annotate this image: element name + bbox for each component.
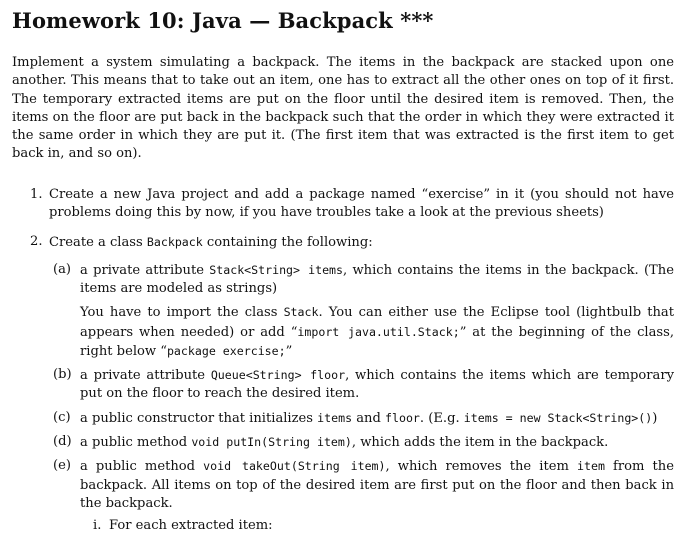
code-snippet: Stack<String> items (209, 262, 344, 277)
task-item-1 (12, 186, 674, 223)
code-snippet: void putIn(String item) (191, 435, 352, 450)
subtask-text: a public constructor that initializes items and floor. (E.g. items = new Stack<String>()) (80, 410, 658, 426)
code-snippet: void takeOut(String item) (203, 459, 386, 474)
subtask-text: a public method void putIn(String item), which adds the item in the backpack. (80, 435, 609, 451)
task-text: Create a class Backpack containing the following: (49, 235, 373, 251)
subtask-label: (a) (53, 261, 72, 277)
subtask-text: a public method void takeOut(String item), which removes the item item from the backpack. All items on top of the desired item are first put on the floor and then back in the backpack. (80, 459, 674, 511)
subtask-text: a private attribute Stack<String> items, which contains the items in the backpack. (The items are modeled as strings) (80, 262, 674, 296)
task-text: Create a new Java project and add a package named “exercise” in it (you should not have problems doing this by now, if you have troubles take a look at the previous sheets) (49, 186, 674, 221)
subtask-label: (e) (53, 458, 71, 474)
code-snippet: items (317, 410, 353, 425)
code-snippet: items = new Stack<String>() (463, 410, 653, 425)
task-item-2 (12, 233, 674, 535)
task-number: 2. (30, 234, 43, 250)
subtask-label: (b) (53, 367, 72, 383)
nested-step-i (80, 517, 674, 535)
subtask-b (49, 366, 674, 404)
subtask-e (49, 457, 674, 535)
code-snippet: package exercise; (166, 343, 286, 358)
task-number: 1. (30, 186, 43, 202)
intro-paragraph: Implement a system simulating a backpack. The items in the backpack are stacked upon one another. This means that to take out an item, one has to extract all the other ones on top of it first. The temporary extracted items are put on the floor until the desired item is removed. Then, the items on the floor are put back in the backpack such that the order in which they were extracted it the same order in which they are put it. (The first item that was extracted is the first item to get back in, and so on). (12, 55, 674, 162)
subtask-d (49, 433, 674, 452)
subtask-c (49, 409, 674, 428)
nested-step-list (80, 517, 674, 535)
code-snippet: Queue<String> floor (210, 368, 346, 383)
nested-step-text: For each extracted item: (109, 518, 273, 534)
code-snippet: floor (385, 410, 420, 425)
subtask-label: (d) (53, 434, 72, 450)
page-title: Homework 10: Java — Backpack *** (12, 8, 434, 33)
subtask-label: (c) (53, 409, 71, 425)
code-snippet: item (577, 459, 605, 474)
task-list (12, 186, 674, 536)
code-class-name: Backpack (146, 235, 203, 250)
code-snippet: import java.util.Stack; (297, 324, 460, 339)
code-snippet: Stack (283, 305, 319, 320)
subtask-a (49, 261, 674, 361)
nested-step-label: i. (93, 518, 102, 534)
subtask-text: a private attribute Queue<String> floor, which contains the items which are temporary put on the floor to reach the desired item. (80, 368, 674, 402)
subtask-note: You have to import the class Stack. You can either use the Eclipse tool (lightbulb that appears when needed) or add “import java.util.Stack;” at the beginning of the class, right below “package exercise;” (80, 305, 674, 359)
subtask-list (49, 261, 674, 536)
